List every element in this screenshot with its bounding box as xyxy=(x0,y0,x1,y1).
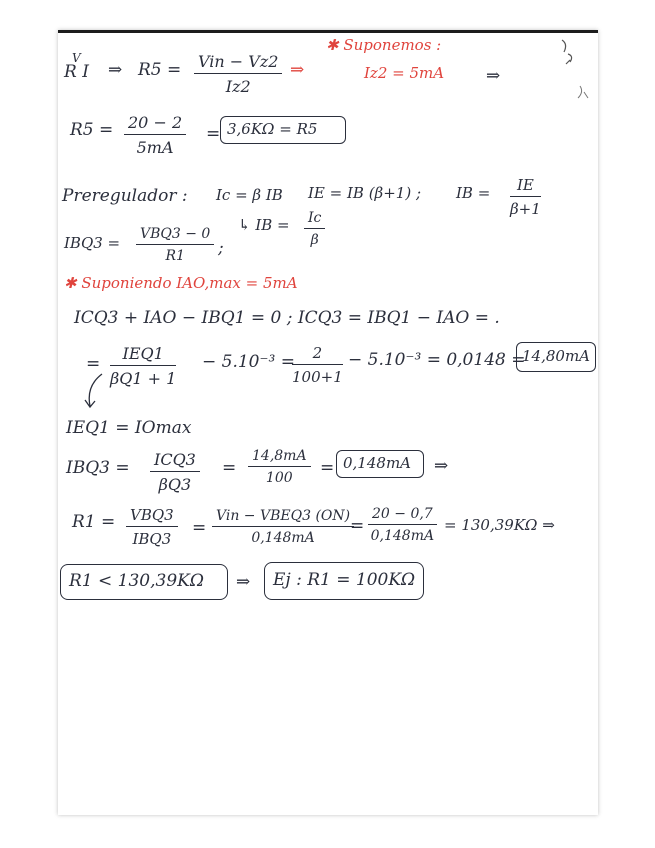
r1-eq: = xyxy=(192,518,207,538)
r1-fraction xyxy=(126,506,178,548)
l2-eq: = xyxy=(206,124,221,144)
pre-label: Preregulador : xyxy=(62,186,188,206)
pre-ib2: ↳ IB = xyxy=(238,216,290,234)
ibq3-num: VBQ3 − 0 xyxy=(136,226,214,245)
curved-arrow-icon xyxy=(82,372,112,412)
l2-result: 3,6KΩ = R5 xyxy=(227,120,318,138)
r1-num2: Vin − VBEQ3 (ON) xyxy=(212,508,354,527)
pre-ib: IB = xyxy=(456,184,491,202)
final-text-2: Ej : R1 = 100KΩ xyxy=(273,570,416,590)
ibq3b-fraction2 xyxy=(248,448,311,486)
sup-arrow: ⇒ xyxy=(486,66,501,86)
pre-ib-fraction xyxy=(510,176,541,218)
calc-fraction2 xyxy=(292,344,343,386)
ibq3-semi: ; xyxy=(218,238,224,258)
l1-rs: R5 = xyxy=(138,60,182,80)
r1-eq2: = xyxy=(350,516,365,536)
sup-eq: Iz2 = 5mA xyxy=(364,64,445,82)
final-arrow: ⇒ xyxy=(236,572,251,592)
pre-ib-num: IE xyxy=(510,176,541,197)
r1-fraction2 xyxy=(212,508,354,546)
l1-v-mark: V xyxy=(72,51,81,65)
final-text-1: R1 < 130,39KΩ xyxy=(69,571,204,591)
r1-lhs: R1 = xyxy=(72,512,116,532)
calc-den: βQ1 + 1 xyxy=(110,369,177,388)
sup-title: ✱ Suponemos : xyxy=(326,36,442,54)
calc-eq: = xyxy=(86,354,101,374)
r1-den3: 0,148mA xyxy=(370,528,435,544)
l2-fraction xyxy=(124,113,186,157)
calc-num: IEQ1 xyxy=(110,344,176,366)
l2-num: 20 − 2 xyxy=(124,113,186,135)
r1-den: IBQ3 xyxy=(132,530,172,548)
ibq3b-lhs: IBQ3 = xyxy=(66,458,130,478)
notebook-page xyxy=(58,30,598,815)
pre-ic: Ic = β IB xyxy=(216,186,283,204)
ibq3b-den: βQ3 xyxy=(158,475,192,494)
ibq3b-den2: 100 xyxy=(265,470,293,486)
page-top-edge xyxy=(58,30,598,33)
ibq3-den: R1 xyxy=(165,248,185,264)
r1-fraction3 xyxy=(368,506,437,544)
ibq3b-eq: = xyxy=(222,458,237,478)
pre-ib2-fraction xyxy=(304,210,325,248)
l1-arrow: ⇒ xyxy=(108,60,123,80)
ibq3b-result: 0,148mA xyxy=(343,454,411,472)
l1-ri: R I xyxy=(64,62,89,82)
l1-fraction xyxy=(194,52,282,96)
l2-result-box xyxy=(220,116,346,144)
r1-num3: 20 − 0,7 xyxy=(368,506,437,525)
calc-mid: − 5.10⁻³ = xyxy=(202,352,295,372)
calc-fraction xyxy=(110,344,176,388)
ibq3b-fraction xyxy=(150,450,200,494)
ibq3-lhs: IBQ3 = xyxy=(64,234,121,252)
pre-ie: IE = IB (β+1) ; xyxy=(308,184,422,202)
kcl-line: ICQ3 + IAO − IBQ1 = 0 ; ICQ3 = IBQ1 − IAO = . xyxy=(74,308,500,328)
ibq3b-eq2: = xyxy=(320,458,335,478)
calc-num2: 2 xyxy=(292,344,343,365)
pre-ib-den: β+1 xyxy=(510,200,541,218)
r1-den2: 0,148mA xyxy=(251,530,315,546)
calc-result-box xyxy=(516,342,596,372)
r1-num: VBQ3 xyxy=(126,506,178,527)
l1-den: Iz2 xyxy=(225,77,251,96)
pre-ib2-den: β xyxy=(310,232,319,248)
l2-den: 5mA xyxy=(136,138,174,157)
calc-result: 14,80mA xyxy=(522,347,590,365)
r1-result: = 130,39KΩ ⇒ xyxy=(444,516,555,534)
calc-tail: − 5.10⁻³ = 0,0148 = xyxy=(348,350,526,370)
sup2: ✱ Suponiendo IAO,max = 5mA xyxy=(64,274,298,292)
final-box-2 xyxy=(264,562,424,600)
l2-rs: R5 = xyxy=(70,120,114,140)
final-box-1 xyxy=(60,564,228,600)
ibq3-fraction xyxy=(136,226,214,264)
l1-num: Vin − Vz2 xyxy=(194,52,282,74)
ibq3b-arrow: ⇒ xyxy=(434,456,449,476)
ibq3b-num: ICQ3 xyxy=(150,450,200,472)
margin-scribble-icon xyxy=(554,34,594,114)
l1-arrow2: ⇒ xyxy=(290,60,305,80)
ibq3b-num2: 14,8mA xyxy=(248,448,311,467)
ieq1-line: IEQ1 = IOmax xyxy=(66,418,192,438)
ibq3b-result-box xyxy=(336,450,424,478)
calc-den2: 100+1 xyxy=(292,368,343,386)
pre-ib2-num: Ic xyxy=(304,210,325,229)
